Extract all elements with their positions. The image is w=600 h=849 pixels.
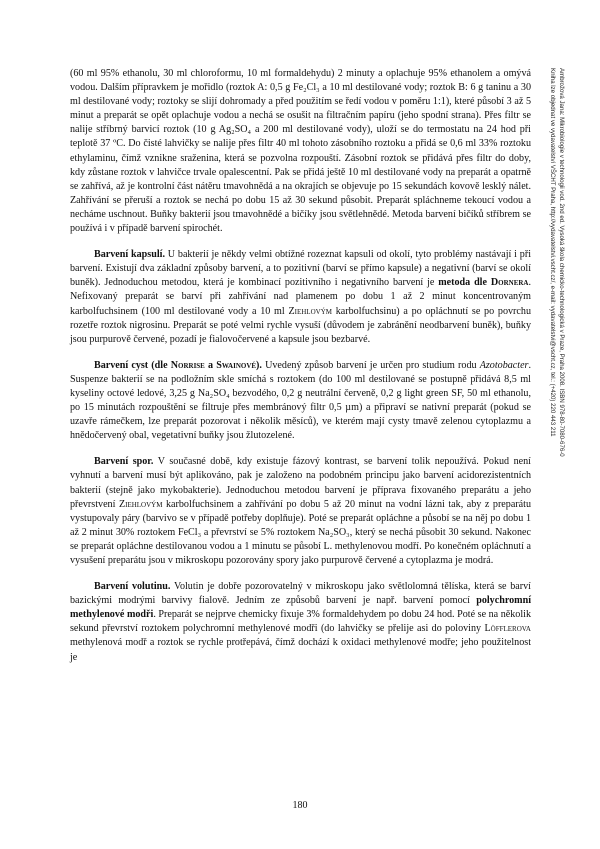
- capsule-staining-paragraph: [70, 248, 531, 347]
- intro-text: (60 ml 95% ethanolu, 30 ml chloroformu, 10 ml formaldehydu) 2 minuty a oplachuje 95% ethanolem a omývá vodou. Dalším přípravkem je mořidlo (roztok A: 0,5 g Fe₂Cl₃ a 10 ml destilované vody; roztok B: 6 g taninu a 30 ml destilované vody; roztoky se slijí dohromady a před použitím se ředí vodou v poměru 1:1), které působí 3 až 5 minut a preparát se opět oplachuje vodou a nechá se osušit na filtračním papíru (jeho spodní strana). Přes filtr se nalije stříbrný barvicí roztok (10 g Ag₂SO₄ a 200 ml destilované vody), uloží se do termostatu na 24 hod při teplotě 37 ºC. Do čisté lahvičky se nalije přes filtr 40 ml tohoto zásobního roztoku a přidá se 0,6 ml 33% roztoku ethylaminu, čímž vznikne sraženina, která se pozvolna rozpouští. Zásobní roztok se přidává přes filtr do doby, kdy zůstane roztok v lahvičce trvale opalescentní. Pak se přidá ještě 10 ml destilované vody na preparát a opatrně se zahřívá, až je kontrolní část nátěru tmavohnědá a na okrajích se objevuje po 15 sekundách kovově lesklý nálet. Zahřívání se přeruší a roztok se nechá po dobu 15 až 30 sekund působit. Preparát spláchneme tekoucí vodou a necháme uschnout. Buňky bakterií jsou tmavohnědé a bičíky jsou světlehnědé. Metoda barvení bičíků stříbrem se používá i v případě barvení spirochét.: [70, 68, 531, 235]
- spore-staining-paragraph: [70, 455, 531, 568]
- cyst-genus: Azotobacter: [479, 359, 529, 371]
- spore-ziehl-name: Ziehlovým: [118, 498, 163, 510]
- volutin-text-c: methylenová modř a roztok se rychle protřepává, čímž dochází k oxidaci methylenové modře; jeho použitelnost je: [70, 637, 531, 663]
- volutin-staining-paragraph: [70, 580, 531, 665]
- side-margin-note: [531, 68, 565, 608]
- capsule-method-author: Dornera: [490, 277, 529, 289]
- cyst-author-2: Swainové: [216, 359, 257, 371]
- spore-heading: Barvení spor.: [94, 456, 154, 468]
- capsule-ziehl-name: Ziehlovým: [288, 305, 332, 317]
- capsule-method-label: metoda dle: [438, 277, 491, 289]
- cyst-staining-paragraph: [70, 359, 531, 444]
- volutin-bold-term: polychromní methylenové modři: [70, 595, 531, 621]
- spore-text-b: karbolfuchsinem a zahřívání po dobu 5 až 20 minut na vodní lázni tak, aby z preparátu vystupovaly páry (barvivo se v případě potřeby doplňuje). Poté se preparát opláchne a působí se na něj po dobu 1 až 2 minut 30% roztokem FeCl₃ a převrství se 5% roztokem Na₂SO₃, který se nechá působit 30 sekund. Nakonec se preparát opláchne destilovanou vodou a 1 minutu se působí L. methylenovou modří. Po konečném opláchnutí a vysušení preparátu jsou v mikroskopu pozorovány spory jako purpurově červené a cytoplazma je modrá.: [70, 498, 531, 566]
- volutin-text-a: Volutin je dobře pozorovatelný v mikroskopu jako světlolomná tělíska, která se barví bazickými modrými barvivy fialově. Jedním ze způsobů barvení je např. barvení pomocí: [70, 581, 531, 607]
- cyst-author-1: Norrise: [170, 359, 205, 371]
- volutin-loeffler-name: Löfflerova: [484, 623, 531, 635]
- capsule-text-b: . Nefixovaný preparát se barví při zahřívání nad plamenem po dobu 1 až 2 minut koncentrovaným karbolfuchsinem (100 ml destilované vody a 10 ml: [70, 277, 531, 317]
- capsule-text-c: karbolfuchsinu) a po opláchnutí se po povrchu rozetře roztok nigrosinu. Preparát se poté velmi rychle vysuší (důvodem je zabránění neodbarvení buněk), buňky jsou purpurově červené, pozadí je fialovočervené a kapsule jsou bezbarvé.: [70, 305, 531, 345]
- spore-text-a: V současné době, kdy existuje fázový kontrast, se barvení tolik nepoužívá. Pokud není vyhnutí a barvení musí být aplikováno, pak je založeno na podobném principu jako barvení acidorezistentních bakterií (stejně jako mykobakterie). Jednoduchou metodou barvení je příprava fixovaného preparátu a jeho převrstvení: [70, 456, 531, 510]
- cyst-heading-a: Barvení cyst (dle: [94, 359, 171, 371]
- margin-note-line-2: Kniha lze objednat ve vydavatelství VŠCHT Praha, http://vydavatelstvi.vscht.cz/, e-mail: vydavatelstvi@vscht.cz, tel.: (+420) 220 443 211: [549, 68, 557, 437]
- cyst-heading-b: ).: [256, 359, 262, 371]
- intro-paragraph: [70, 67, 531, 236]
- capsule-text-a: U bakterií je někdy velmi obtížné rozeznat kapsuli od okolí, tyto problémy nastávají i při barvení. Existují dva základní způsoby barvení, a to pozitivní (barví se přímo kapsule) a negativní (barví se okolí buněk). Jednoduchou metodou, která je kombinací pozitivního i negativního barvení je: [70, 249, 531, 289]
- main-text: [70, 67, 531, 665]
- cyst-text-a: Uvedený způsob barvení je určen pro studium rodu: [261, 359, 480, 371]
- volutin-text-b: . Preparát se nejprve chemicky fixuje 3% formaldehydem po dobu 24 hod. Poté se na několik sekund převrství roztokem polychromní methylenové modři (do lahvičky se přelije asi do poloviny: [70, 609, 531, 635]
- margin-note-line-1: Ambrožová Jana: Mikrobiologie v technologii vod. 2nd ed. Vysoká škola chemicko-technologická v Praze, Praha 2008. ISBN 978-80-7080-676-0: [558, 68, 565, 457]
- volutin-heading: Barvení volutinu.: [94, 581, 171, 593]
- capsule-heading: Barvení kapsulí.: [94, 249, 165, 261]
- page-number: 180: [292, 800, 308, 811]
- cyst-heading-and: a: [204, 359, 217, 371]
- cyst-text-b: . Suspenze bakterií se na podložním skle smíchá s roztokem (do 100 ml destilované se postupně přidává 8,5 ml kyseliny octové ledové, 3,25 g Na₂SO₄ bezvodého, 0,2 g neutrální červeně, 0,2 g light green SF, 50 ml ethanolu, po 15 minutách rozpouštění se filtruje přes membránový filtr 0,5 µm) a připraví se nativní preparát (pokud se uzavře rámečkem, lze preparát pozorovat i několik měsíců), ve kterém mají cysty tmavě zelenou cytoplazmu a hnědočervený obal, vegetativní buňky jsou žlutozelené.: [70, 359, 532, 442]
